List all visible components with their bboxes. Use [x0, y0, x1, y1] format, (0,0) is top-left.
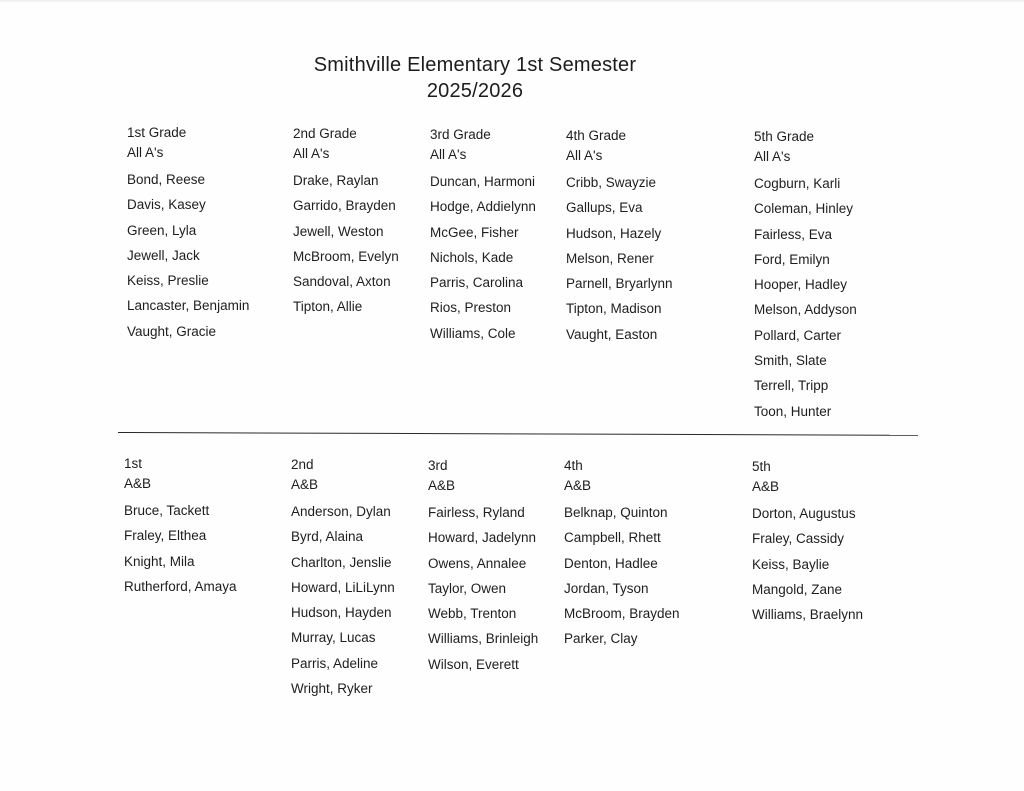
student-name: Parker, Clay: [564, 631, 638, 647]
student-name: Keiss, Baylie: [752, 556, 830, 572]
student-name: Pollard, Carter: [754, 327, 842, 343]
honor-category: A&B: [752, 479, 780, 494]
all-as-column-1st-grade: [127, 123, 249, 344]
a-and-b-column-4th: [564, 456, 680, 652]
student-name: McBroom, Brayden: [564, 606, 680, 622]
grade-heading: 1st: [124, 456, 143, 471]
student-name: Jewell, Jack: [127, 247, 200, 263]
student-name: Ford, Emilyn: [754, 251, 830, 267]
student-name: Jewell, Weston: [293, 223, 384, 239]
scan-edge: [0, 0, 1024, 3]
student-name: Mangold, Zane: [752, 581, 843, 597]
grade-heading: 2nd Grade: [293, 126, 357, 141]
school-year: 2025/2026: [426, 80, 524, 102]
student-name: Tipton, Madison: [566, 301, 662, 317]
student-name: Owens, Annalee: [428, 555, 527, 571]
student-name: Knight, Mila: [124, 553, 195, 569]
honor-category: A&B: [564, 478, 592, 493]
student-name: Vaught, Easton: [566, 326, 658, 342]
student-name: Campbell, Rhett: [564, 530, 661, 546]
a-and-b-column-1st: [124, 454, 237, 599]
grade-heading: 2nd: [291, 457, 314, 472]
honor-category: All A's: [754, 149, 791, 164]
student-name: Vaught, Gracie: [127, 323, 217, 339]
student-name: Denton, Hadlee: [564, 555, 658, 571]
student-name: Taylor, Owen: [428, 580, 507, 596]
student-name: Parris, Carolina: [430, 275, 524, 291]
student-name: McBroom, Evelyn: [293, 248, 399, 264]
student-name: Williams, Braelynn: [752, 607, 864, 623]
student-name: Hodge, Addielynn: [430, 199, 536, 215]
student-name: Rios, Preston: [430, 300, 512, 316]
honor-category: A&B: [124, 476, 152, 491]
student-name: Toon, Hunter: [754, 403, 832, 419]
student-name: Cogburn, Karli: [754, 176, 841, 191]
student-name: Tipton, Allie: [293, 299, 363, 315]
honor-category: All A's: [127, 145, 164, 160]
student-name: Anderson, Dylan: [291, 504, 391, 519]
student-name: Melson, Addyson: [754, 302, 857, 318]
student-name: Cribb, Swayzie: [566, 175, 657, 190]
grade-heading: 5th: [752, 459, 771, 474]
all-as-column-2nd-grade: [293, 124, 399, 320]
student-name: Fraley, Cassidy: [752, 531, 845, 547]
student-name: Wright, Ryker: [291, 681, 373, 697]
grade-heading: 3rd Grade: [430, 127, 491, 142]
document-title: Smithville Elementary 1st Semester: [313, 54, 637, 76]
all-as-column-4th-grade: [566, 126, 673, 347]
student-name: Bond, Reese: [127, 172, 206, 187]
grade-heading: 5th Grade: [754, 129, 815, 144]
student-name: Belknap, Quinton: [564, 505, 668, 520]
student-name: Garrido, Brayden: [293, 198, 396, 214]
student-name: Murray, Lucas: [291, 630, 376, 646]
student-name: Howard, Jadelynn: [428, 530, 537, 546]
student-name: Green, Lyla: [127, 222, 197, 238]
student-name: Fairless, Eva: [754, 226, 833, 242]
student-name: Sandoval, Axton: [293, 274, 391, 290]
student-name: Gallups, Eva: [566, 200, 643, 216]
student-name: Hudson, Hazely: [566, 225, 662, 241]
honor-category: All A's: [566, 148, 603, 163]
student-name: Hudson, Hayden: [291, 605, 392, 621]
student-name: Rutherford, Amaya: [124, 578, 237, 594]
student-name: Charlton, Jenslie: [291, 554, 392, 570]
honor-category: A&B: [428, 478, 456, 493]
student-name: Keiss, Preslie: [127, 273, 209, 289]
student-name: Coleman, Hinley: [754, 201, 854, 217]
student-name: McGee, Fisher: [430, 224, 519, 240]
student-name: Wilson, Everett: [428, 656, 519, 672]
student-name: Fairless, Ryland: [428, 505, 525, 520]
student-name: Byrd, Alaina: [291, 529, 364, 545]
grade-heading: 4th: [564, 458, 583, 473]
student-name: Bruce, Tackett: [124, 503, 210, 518]
grade-heading: 1st Grade: [127, 125, 187, 140]
grade-heading: 3rd: [428, 458, 448, 473]
student-name: Dorton, Augustus: [752, 506, 856, 521]
student-name: Howard, LiLiLynn: [291, 579, 395, 595]
student-name: Davis, Kasey: [127, 197, 206, 213]
section-divider: [118, 432, 918, 436]
student-name: Drake, Raylan: [293, 173, 379, 188]
honor-category: All A's: [430, 147, 467, 162]
student-name: Duncan, Harmoni: [430, 174, 536, 189]
student-name: Hooper, Hadley: [754, 277, 848, 293]
student-name: Smith, Slate: [754, 353, 827, 369]
student-name: Nichols, Kade: [430, 249, 514, 265]
grade-heading: 4th Grade: [566, 128, 627, 143]
student-name: Webb, Trenton: [428, 606, 517, 622]
student-name: Parris, Adeline: [291, 655, 379, 671]
honor-category: All A's: [293, 146, 330, 161]
all-as-column-5th-grade: [754, 127, 857, 424]
honor-category: A&B: [291, 477, 319, 492]
a-and-b-column-2nd: [291, 455, 395, 701]
a-and-b-column-3rd: [428, 456, 538, 677]
all-as-column-3rd-grade: [430, 125, 536, 346]
student-name: Williams, Cole: [430, 325, 516, 341]
student-name: Terrell, Tripp: [754, 378, 829, 394]
a-and-b-column-5th: [752, 457, 863, 627]
student-name: Williams, Brinleigh: [428, 631, 539, 647]
student-name: Fraley, Elthea: [124, 528, 207, 544]
student-name: Lancaster, Benjamin: [127, 298, 250, 314]
student-name: Jordan, Tyson: [564, 580, 649, 596]
student-name: Parnell, Bryarlynn: [566, 276, 673, 292]
student-name: Melson, Rener: [566, 250, 654, 266]
